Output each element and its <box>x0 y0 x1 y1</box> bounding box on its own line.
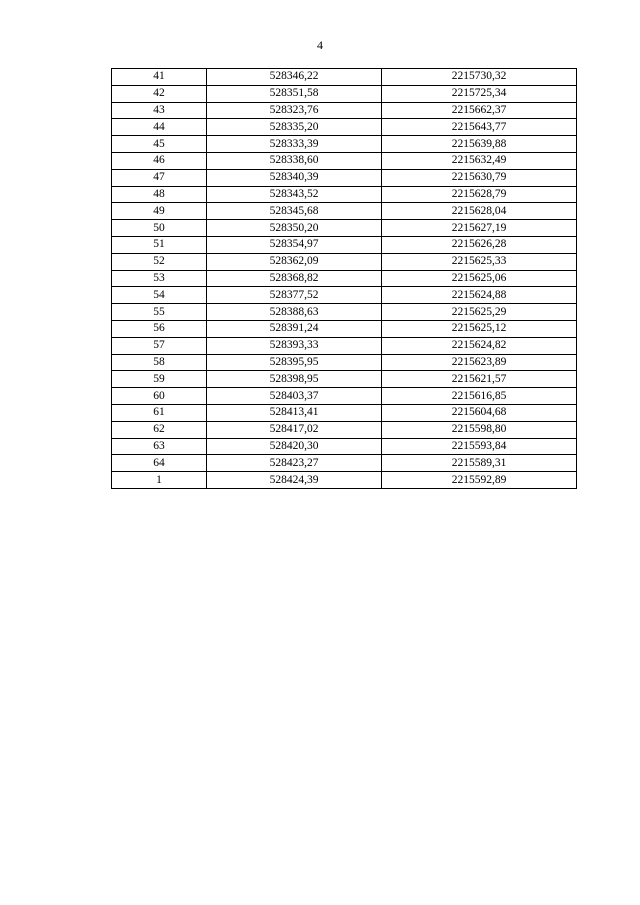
point-number-cell: 61 <box>112 404 207 421</box>
table-row <box>112 119 577 136</box>
point-number-cell: 49 <box>112 203 207 220</box>
table-row <box>112 270 577 287</box>
point-number-cell: 51 <box>112 236 207 253</box>
table-row <box>112 455 577 472</box>
x-coordinate-cell: 528333,39 <box>207 136 382 153</box>
x-coordinate-cell: 528368,82 <box>207 270 382 287</box>
point-number-cell: 47 <box>112 169 207 186</box>
x-coordinate-cell: 528398,95 <box>207 371 382 388</box>
table-row <box>112 203 577 220</box>
y-coordinate-cell: 2215624,88 <box>382 287 577 304</box>
table-row <box>112 438 577 455</box>
point-number-cell: 57 <box>112 337 207 354</box>
table-row <box>112 337 577 354</box>
x-coordinate-cell: 528343,52 <box>207 186 382 203</box>
coordinates-table <box>111 68 577 489</box>
table-row <box>112 102 577 119</box>
x-coordinate-cell: 528354,97 <box>207 236 382 253</box>
table-row <box>112 85 577 102</box>
y-coordinate-cell: 2215627,19 <box>382 220 577 237</box>
point-number-cell: 1 <box>112 472 207 489</box>
y-coordinate-cell: 2215628,04 <box>382 203 577 220</box>
y-coordinate-cell: 2215628,79 <box>382 186 577 203</box>
table-row <box>112 253 577 270</box>
y-coordinate-cell: 2215632,49 <box>382 152 577 169</box>
table-row <box>112 69 577 86</box>
x-coordinate-cell: 528335,20 <box>207 119 382 136</box>
x-coordinate-cell: 528338,60 <box>207 152 382 169</box>
table-row <box>112 472 577 489</box>
x-coordinate-cell: 528395,95 <box>207 354 382 371</box>
x-coordinate-cell: 528388,63 <box>207 304 382 321</box>
y-coordinate-cell: 2215625,06 <box>382 270 577 287</box>
point-number-cell: 45 <box>112 136 207 153</box>
x-coordinate-cell: 528413,41 <box>207 404 382 421</box>
table-row <box>112 136 577 153</box>
table-row <box>112 371 577 388</box>
y-coordinate-cell: 2215643,77 <box>382 119 577 136</box>
table-row <box>112 220 577 237</box>
y-coordinate-cell: 2215604,68 <box>382 404 577 421</box>
y-coordinate-cell: 2215593,84 <box>382 438 577 455</box>
table-row <box>112 186 577 203</box>
point-number-cell: 62 <box>112 421 207 438</box>
x-coordinate-cell: 528423,27 <box>207 455 382 472</box>
x-coordinate-cell: 528340,39 <box>207 169 382 186</box>
table-row <box>112 320 577 337</box>
x-coordinate-cell: 528346,22 <box>207 69 382 86</box>
point-number-cell: 64 <box>112 455 207 472</box>
point-number-cell: 46 <box>112 152 207 169</box>
y-coordinate-cell: 2215621,57 <box>382 371 577 388</box>
point-number-cell: 41 <box>112 69 207 86</box>
point-number-cell: 52 <box>112 253 207 270</box>
y-coordinate-cell: 2215625,12 <box>382 320 577 337</box>
y-coordinate-cell: 2215589,31 <box>382 455 577 472</box>
point-number-cell: 63 <box>112 438 207 455</box>
y-coordinate-cell: 2215624,82 <box>382 337 577 354</box>
y-coordinate-cell: 2215730,32 <box>382 69 577 86</box>
y-coordinate-cell: 2215725,34 <box>382 85 577 102</box>
table-row <box>112 404 577 421</box>
x-coordinate-cell: 528391,24 <box>207 320 382 337</box>
point-number-cell: 43 <box>112 102 207 119</box>
page-number: 4 <box>317 38 323 52</box>
x-coordinate-cell: 528393,33 <box>207 337 382 354</box>
point-number-cell: 55 <box>112 304 207 321</box>
table-row <box>112 287 577 304</box>
coordinates-table-body <box>112 69 577 489</box>
point-number-cell: 56 <box>112 320 207 337</box>
x-coordinate-cell: 528403,37 <box>207 388 382 405</box>
y-coordinate-cell: 2215639,88 <box>382 136 577 153</box>
point-number-cell: 54 <box>112 287 207 304</box>
point-number-cell: 58 <box>112 354 207 371</box>
x-coordinate-cell: 528362,09 <box>207 253 382 270</box>
x-coordinate-cell: 528351,58 <box>207 85 382 102</box>
x-coordinate-cell: 528424,39 <box>207 472 382 489</box>
x-coordinate-cell: 528417,02 <box>207 421 382 438</box>
point-number-cell: 42 <box>112 85 207 102</box>
point-number-cell: 50 <box>112 220 207 237</box>
x-coordinate-cell: 528350,20 <box>207 220 382 237</box>
table-row <box>112 388 577 405</box>
y-coordinate-cell: 2215625,33 <box>382 253 577 270</box>
y-coordinate-cell: 2215626,28 <box>382 236 577 253</box>
x-coordinate-cell: 528420,30 <box>207 438 382 455</box>
point-number-cell: 59 <box>112 371 207 388</box>
point-number-cell: 48 <box>112 186 207 203</box>
point-number-cell: 53 <box>112 270 207 287</box>
y-coordinate-cell: 2215616,85 <box>382 388 577 405</box>
point-number-cell: 44 <box>112 119 207 136</box>
table-row <box>112 421 577 438</box>
x-coordinate-cell: 528345,68 <box>207 203 382 220</box>
table-row <box>112 152 577 169</box>
point-number-cell: 60 <box>112 388 207 405</box>
y-coordinate-cell: 2215623,89 <box>382 354 577 371</box>
x-coordinate-cell: 528377,52 <box>207 287 382 304</box>
y-coordinate-cell: 2215662,37 <box>382 102 577 119</box>
table-row <box>112 354 577 371</box>
y-coordinate-cell: 2215625,29 <box>382 304 577 321</box>
x-coordinate-cell: 528323,76 <box>207 102 382 119</box>
table-row <box>112 304 577 321</box>
y-coordinate-cell: 2215598,80 <box>382 421 577 438</box>
y-coordinate-cell: 2215630,79 <box>382 169 577 186</box>
y-coordinate-cell: 2215592,89 <box>382 472 577 489</box>
table-row <box>112 236 577 253</box>
table-row <box>112 169 577 186</box>
